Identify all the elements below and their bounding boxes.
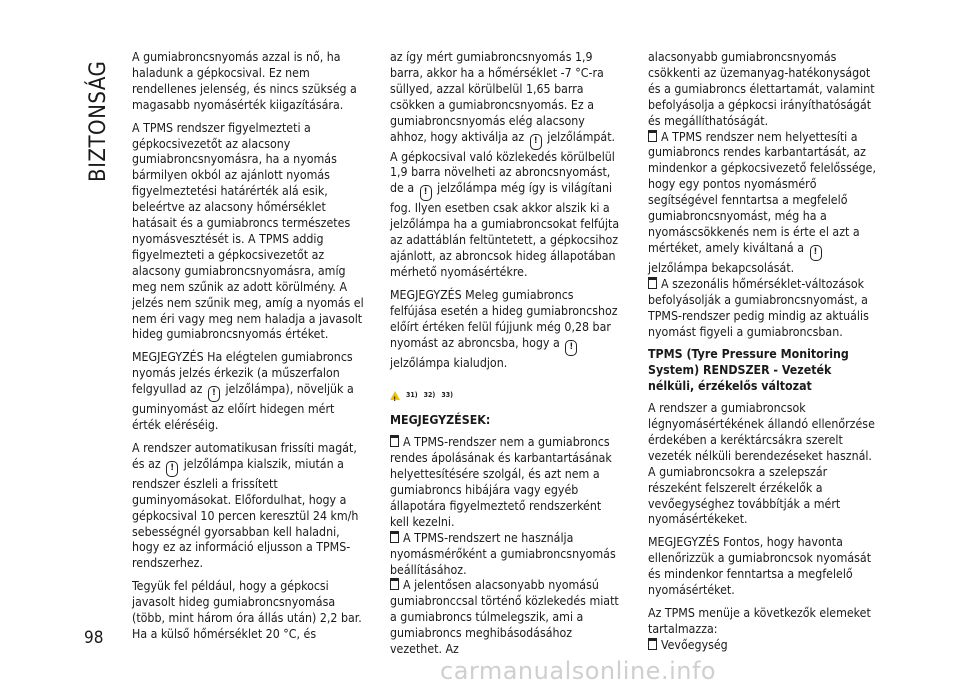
paragraph: Az TPMS menüje a következők elemeket tartalmazza: — [648, 606, 871, 636]
paragraph: MEGJEGYZÉS Fontos, hogy havonta ellenőrizzük a gumiabroncsok nyomását és mindenkor fenntartsa a megfelelő nyomásértéket. — [648, 535, 872, 598]
note-item: A TPMS-rendszer nem a gumiabroncs rendes ápolásának és karbantartásának helyettesítésére szolgál, és azt nem a gumiabroncs hibájára vagy egyéb állapotára figyelmeztető rendszerként kell kezelni. — [390, 435, 612, 529]
reference-link[interactable]: 31) — [406, 390, 418, 399]
paragraph: MEGJEGYZÉS Meleg gumiabroncs felfújása esetén a hideg gumiabroncshoz előírt értéken felül fújjunk még 0,28 bar nyomást az abroncsba, hogy a ! jelzőlámpa kialudjon. — [390, 287, 618, 370]
paragraph: MEGJEGYZÉS Ha elégtelen gumiabroncs nyomás jelzés érkezik (a műszerfalon felgyullad az ! jelzőlámpa), növeljük a guminyomást az előírt hidegen mért érték eléréséig. — [132, 350, 354, 433]
warning-triangle-icon — [390, 391, 400, 400]
tpms-warning-lamp-icon: ! — [420, 185, 432, 201]
list-item: Vevőegység — [648, 638, 880, 654]
tpms-warning-lamp-icon: ! — [166, 461, 178, 477]
reference-link[interactable]: 33) — [441, 390, 453, 399]
section-title: BIZTONSÁG — [86, 60, 111, 182]
paragraph: A gumiabroncsnyomás azzal is nő, ha haladunk a gépkocsival. Ez nem rendellenes jelenség, és nincs szükség a magasabb nyomásérték kiigazítására. — [132, 50, 357, 112]
warning-references — [390, 388, 622, 404]
section-heading: TPMS (Tyre Pressure Monitoring System) RENDSZER - Vezeték nélküli, érzékelős változat — [648, 347, 849, 394]
paragraph: Tegyük fel például, hogy a gépkocsi javasolt hideg gumiabroncsnyomása (több, mint három óra állás után) 2,2 bar. Ha a külső hőmérséklet 20 °C, és — [132, 579, 362, 641]
bullet-square-icon — [390, 531, 399, 543]
paragraph: alacsonyabb gumiabroncsnyomás csökkenti az üzemanyag-hatékonyságot és a gumiabroncs élettartamát, valamint befolyásolja a gépkocsi irányíthatóságát és megállíthatóságát. — [648, 50, 875, 128]
tpms-warning-lamp-icon: ! — [810, 245, 822, 261]
tpms-warning-lamp-icon: ! — [208, 386, 220, 402]
text-column-2 — [390, 50, 622, 658]
reference-link[interactable]: 32) — [423, 390, 436, 399]
bullet-square-icon — [390, 435, 399, 447]
text-column-1 — [132, 50, 364, 650]
watermark: carmanualsonline.info — [440, 657, 717, 685]
tpms-warning-lamp-icon: ! — [565, 340, 577, 356]
bullet-square-icon — [648, 277, 657, 289]
note-item: A TPMS rendszer nem helyettesíti a gumiabroncs rendes karbantartását, az mindenkor a gépkocsivezető felelőssége, hogy egy pontos nyomásmérő segítségével fenntartsa a megfelelő gumiabroncsnyomást, még ha a nyomáscsökkenés nem is érte el azt a mértéket, amely kiváltaná a ! jelzőlámpa bekapcsolását. — [648, 129, 877, 275]
paragraph: A rendszer automatikusan frissíti magát, és az ! jelzőlámpa kialszik, miután a rendszer észleli a frissített guminyomásokat. Előfordulhat, hogy a gépkocsival 10 percen keresztül 24 km/h sebességnél gyorsabban kell haladni, hogy ez az információ eljusson a TPMS-rendszerhez. — [132, 440, 359, 571]
text-column-3 — [648, 50, 880, 654]
note-item: A szezonális hőmérséklet-változások befolyásolják a gumiabroncsnyomást, a TPMS-rendszer pedig mindig az aktuális nyomást figyeli a gumiabroncsban. — [648, 276, 869, 339]
paragraph: A rendszer a gumiabroncsok légnyomásértékének állandó ellenőrzése érdekében a keréktárcsákra szerelt vezeték nélküli berendezéseket használ. A gumiabroncsokra a szelepszár részeként felszerelt érzékelők a vevőegységhez továbbítják a mért nyomásértékeket. — [648, 401, 875, 527]
bullet-square-icon — [390, 578, 399, 590]
notes-heading: MEGJEGYZÉSEK: — [390, 413, 491, 428]
page-number: 98 — [84, 628, 104, 648]
paragraph: az így mért gumiabroncsnyomás 1,9 barra, akkor ha a hőmérséklet -7 °C-ra süllyed, azzal körülbelül 1,65 barra csökken a gumiabroncsnyomás. Ez a gumiabroncsnyomás elég alacsony ahhoz, hogy aktiválja az ! jelzőlámpát. A gépkocsival való közlekedés körülbelül 1,9 barra növelheti az abroncsnyomást, de a ! jelzőlámpa még így is világítani fog. Ilyen esetben csak akkor alszik ki a jelzőlámpa ha a gumiabroncsokat felfújta az adattáblán feltüntetett, a gépkocsihoz ajánlott, az abroncsok hideg állapotában mérhető nyomásértékre. — [390, 50, 620, 279]
bullet-square-icon — [648, 638, 657, 650]
paragraph: A TPMS rendszer figyelmezteti a gépkocsivezetőt az alacsony gumiabroncsnyomásra, ha a nyomás bármilyen okból az ajánlott nyomás figyelmeztetési határérték alá esik, beleértve az alacsony hőmérséklet hatásait és a gumiabroncs természetes nyomásvesztését is. A TPMS addig figyelmezteti a gépkocsivezetőt az alacsony gumiabroncsnyomásra, amíg meg nem szűnik az adott körülmény. A jelzés nem szűnik meg, amíg a nyomás el nem éri vagy meg nem haladja a javasolt hideg gumiabroncsnyomás értéket. — [132, 120, 364, 342]
bullet-square-icon — [648, 130, 657, 142]
tpms-warning-lamp-icon: ! — [530, 134, 542, 150]
note-item: A jelentősen alacsonyabb nyomású gumiabronccsal történő közlekedés miatt a gumiabroncs túlmelegszik, ami a gumiabroncs meghibásodásához vezethet. Az — [390, 578, 619, 657]
note-item: A TPMS-rendszert ne használja nyomásmérőként a gumiabroncsnyomás beállításához. — [390, 530, 616, 577]
